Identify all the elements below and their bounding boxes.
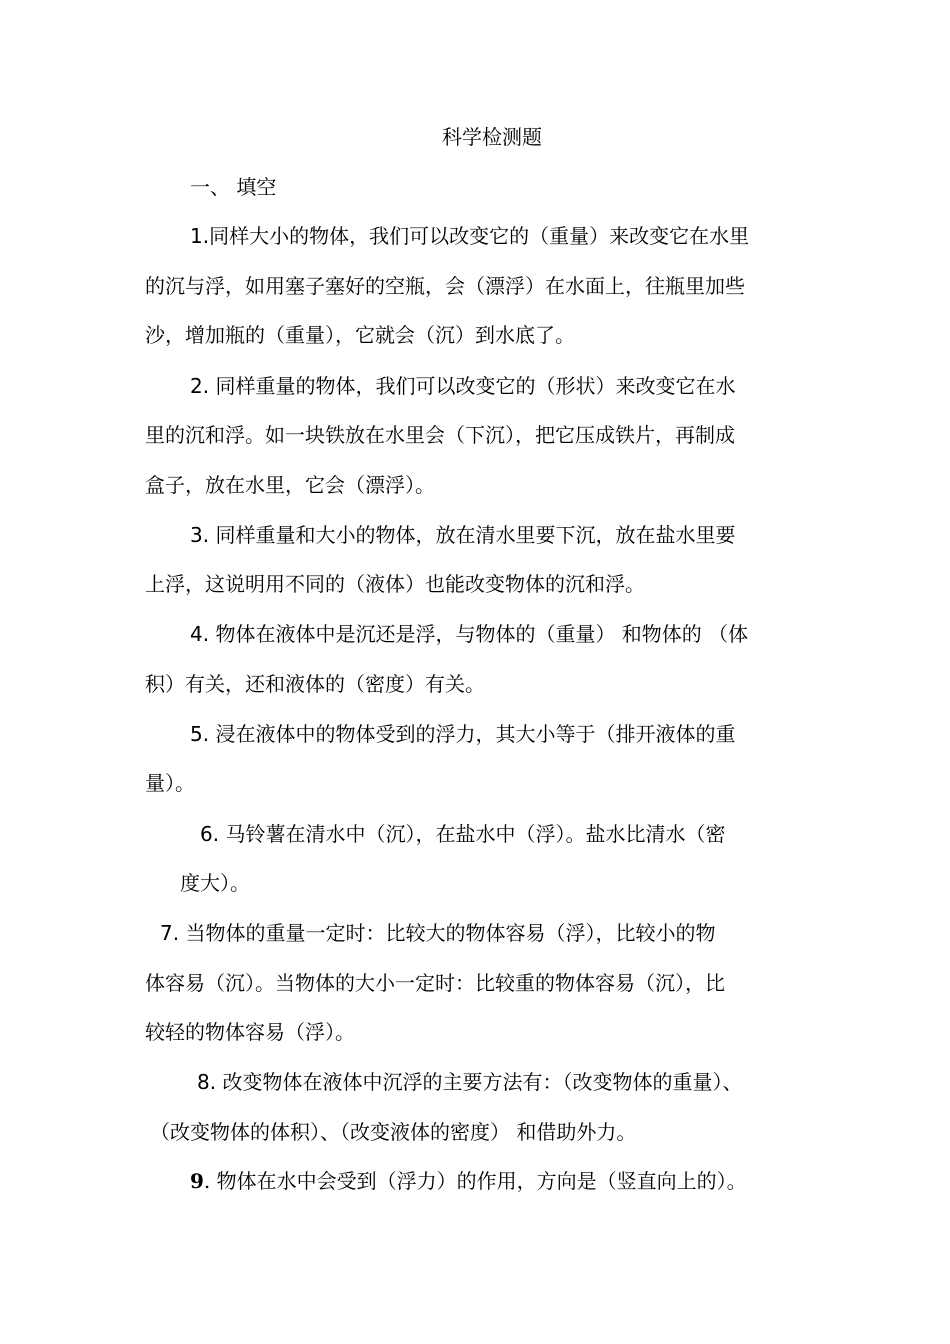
question-4-line-1: 4. 物体在液体中是沉还是浮，与物体的（重量） 和物体的 （体 bbox=[190, 622, 749, 646]
question-1-line-3: 沙，增加瓶的（重量），它就会（沉）到水底了。 bbox=[145, 323, 575, 347]
question-8-line-1: 8. 改变物体在液体中沉浮的主要方法有：（改变物体的重量）、 bbox=[197, 1070, 743, 1094]
question-4-line-2: 积）有关，还和液体的（密度）有关。 bbox=[145, 672, 485, 696]
question-6-line-1: 6. 马铃薯在清水中（沉），在盐水中（浮）。盐水比清水（密 bbox=[200, 822, 726, 846]
question-9-text: . 物体在水中会受到（浮力）的作用，方向是（竖直向上的）。 bbox=[203, 1169, 747, 1193]
question-7-line-2: 体容易（沉）。当物体的大小一定时：比较重的物体容易（沉），比 bbox=[145, 971, 725, 995]
question-3-line-1: 3. 同样重量和大小的物体，放在清水里要下沉，放在盐水里要 bbox=[190, 523, 736, 547]
question-9-line-1 bbox=[190, 1169, 747, 1193]
section-heading: 一、 填空 bbox=[190, 175, 277, 199]
question-7-line-3: 较轻的物体容易（浮）。 bbox=[145, 1020, 355, 1044]
question-1-line-2: 的沉与浮，如用塞子塞好的空瓶，会（漂浮）在水面上，往瓶里加些 bbox=[145, 274, 745, 298]
question-5-line-1: 5. 浸在液体中的物体受到的浮力，其大小等于（排开液体的重 bbox=[190, 722, 736, 746]
question-5-line-2: 量）。 bbox=[145, 771, 195, 795]
question-8-line-2: （改变物体的体积）、（改变液体的密度） 和借助外力。 bbox=[150, 1120, 637, 1144]
question-2-line-3: 盒子，放在水里，它会（漂浮）。 bbox=[145, 473, 435, 497]
question-2-line-2: 里的沉和浮。如一块铁放在水里会（下沉），把它压成铁片，再制成 bbox=[145, 423, 735, 447]
question-1-line-1: 1.同样大小的物体，我们可以改变它的（重量）来改变它在水里 bbox=[190, 224, 750, 248]
question-6-line-2: 度大）。 bbox=[180, 871, 250, 895]
question-3-line-2: 上浮，这说明用不同的（液体）也能改变物体的沉和浮。 bbox=[145, 572, 645, 596]
question-2-line-1: 2. 同样重量的物体，我们可以改变它的（形状）来改变它在水 bbox=[190, 374, 736, 398]
question-7-line-1: 7. 当物体的重量一定时：比较大的物体容易（浮），比较小的物 bbox=[160, 921, 716, 945]
page-title: 科学检测题 bbox=[442, 125, 542, 149]
question-9-number: 9 bbox=[190, 1169, 204, 1193]
